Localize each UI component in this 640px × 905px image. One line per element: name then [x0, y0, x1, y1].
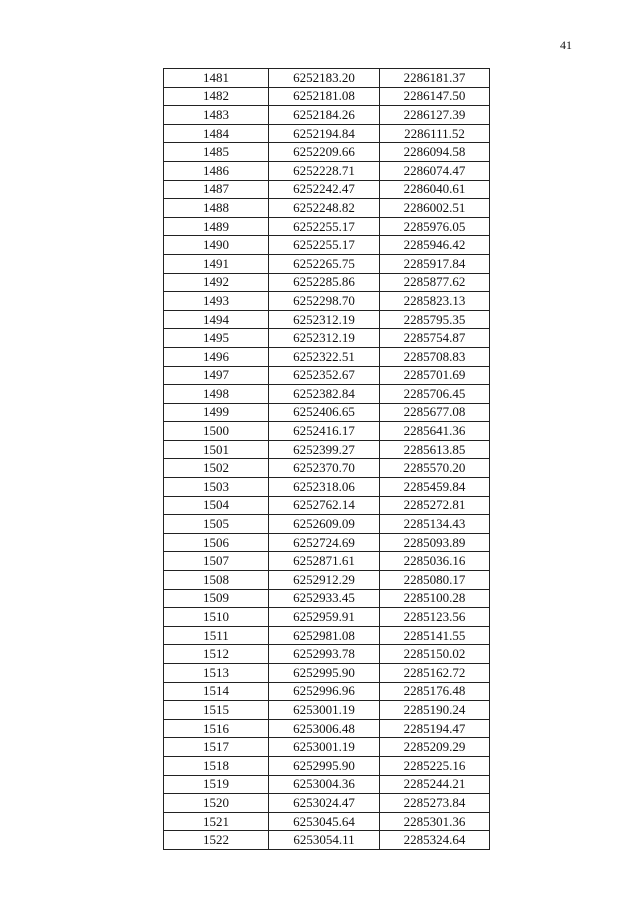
y-coordinate-cell: 2285225.16 [380, 756, 490, 775]
y-coordinate-cell: 2285301.36 [380, 812, 490, 831]
x-coordinate-cell: 6252322.51 [269, 347, 380, 366]
table-row [164, 329, 490, 348]
table-row [164, 106, 490, 125]
point-number-cell: 1481 [164, 69, 269, 88]
point-number-cell: 1488 [164, 199, 269, 218]
y-coordinate-cell: 2286074.47 [380, 161, 490, 180]
y-coordinate-cell: 2286147.50 [380, 87, 490, 106]
table-row [164, 422, 490, 441]
table-row [164, 385, 490, 404]
point-number-cell: 1519 [164, 775, 269, 794]
y-coordinate-cell: 2285946.42 [380, 236, 490, 255]
point-number-cell: 1485 [164, 143, 269, 162]
point-number-cell: 1487 [164, 180, 269, 199]
point-number-cell: 1498 [164, 385, 269, 404]
point-number-cell: 1486 [164, 161, 269, 180]
point-number-cell: 1501 [164, 440, 269, 459]
point-number-cell: 1482 [164, 87, 269, 106]
point-number-cell: 1521 [164, 812, 269, 831]
y-coordinate-cell: 2285708.83 [380, 347, 490, 366]
y-coordinate-cell: 2285677.08 [380, 403, 490, 422]
x-coordinate-cell: 6252255.17 [269, 217, 380, 236]
table-row [164, 143, 490, 162]
y-coordinate-cell: 2285272.81 [380, 496, 490, 515]
point-number-cell: 1483 [164, 106, 269, 125]
point-number-cell: 1502 [164, 459, 269, 478]
x-coordinate-cell: 6252255.17 [269, 236, 380, 255]
y-coordinate-cell: 2285176.48 [380, 682, 490, 701]
table-row [164, 403, 490, 422]
x-coordinate-cell: 6253054.11 [269, 831, 380, 850]
y-coordinate-cell: 2285613.85 [380, 440, 490, 459]
x-coordinate-cell: 6252183.20 [269, 69, 380, 88]
x-coordinate-cell: 6252184.26 [269, 106, 380, 125]
point-number-cell: 1493 [164, 292, 269, 311]
point-number-cell: 1510 [164, 608, 269, 627]
x-coordinate-cell: 6252318.06 [269, 478, 380, 497]
x-coordinate-cell: 6252959.91 [269, 608, 380, 627]
coordinates-table [163, 68, 490, 850]
point-number-cell: 1509 [164, 589, 269, 608]
point-number-cell: 1517 [164, 738, 269, 757]
x-coordinate-cell: 6252352.67 [269, 366, 380, 385]
x-coordinate-cell: 6252242.47 [269, 180, 380, 199]
x-coordinate-cell: 6253045.64 [269, 812, 380, 831]
x-coordinate-cell: 6252312.19 [269, 329, 380, 348]
x-coordinate-cell: 6253001.19 [269, 738, 380, 757]
y-coordinate-cell: 2285141.55 [380, 626, 490, 645]
y-coordinate-cell: 2285706.45 [380, 385, 490, 404]
y-coordinate-cell: 2286181.37 [380, 69, 490, 88]
table-row [164, 589, 490, 608]
point-number-cell: 1496 [164, 347, 269, 366]
point-number-cell: 1491 [164, 254, 269, 273]
table-row [164, 347, 490, 366]
y-coordinate-cell: 2285570.20 [380, 459, 490, 478]
y-coordinate-cell: 2286111.52 [380, 124, 490, 143]
table-row [164, 366, 490, 385]
x-coordinate-cell: 6252416.17 [269, 422, 380, 441]
y-coordinate-cell: 2286127.39 [380, 106, 490, 125]
x-coordinate-cell: 6252406.65 [269, 403, 380, 422]
table-row [164, 180, 490, 199]
page-number: 41 [560, 38, 572, 52]
y-coordinate-cell: 2285244.21 [380, 775, 490, 794]
x-coordinate-cell: 6252995.90 [269, 756, 380, 775]
point-number-cell: 1508 [164, 571, 269, 590]
y-coordinate-cell: 2286040.61 [380, 180, 490, 199]
y-coordinate-cell: 2285795.35 [380, 310, 490, 329]
x-coordinate-cell: 6252995.90 [269, 664, 380, 683]
table-row [164, 478, 490, 497]
x-coordinate-cell: 6252370.70 [269, 459, 380, 478]
x-coordinate-cell: 6253024.47 [269, 794, 380, 813]
x-coordinate-cell: 6252265.75 [269, 254, 380, 273]
table-row [164, 738, 490, 757]
table-row [164, 199, 490, 218]
point-number-cell: 1495 [164, 329, 269, 348]
table-row [164, 292, 490, 311]
y-coordinate-cell: 2285080.17 [380, 571, 490, 590]
table-row [164, 775, 490, 794]
table-row [164, 124, 490, 143]
y-coordinate-cell: 2285917.84 [380, 254, 490, 273]
x-coordinate-cell: 6252285.86 [269, 273, 380, 292]
x-coordinate-cell: 6253004.36 [269, 775, 380, 794]
point-number-cell: 1513 [164, 664, 269, 683]
table-row [164, 459, 490, 478]
point-number-cell: 1492 [164, 273, 269, 292]
x-coordinate-cell: 6253006.48 [269, 719, 380, 738]
y-coordinate-cell: 2285754.87 [380, 329, 490, 348]
x-coordinate-cell: 6253001.19 [269, 701, 380, 720]
y-coordinate-cell: 2286094.58 [380, 143, 490, 162]
table-row [164, 831, 490, 850]
x-coordinate-cell: 6252298.70 [269, 292, 380, 311]
x-coordinate-cell: 6252996.96 [269, 682, 380, 701]
table-row [164, 719, 490, 738]
y-coordinate-cell: 2285100.28 [380, 589, 490, 608]
point-number-cell: 1504 [164, 496, 269, 515]
x-coordinate-cell: 6252382.84 [269, 385, 380, 404]
table-row [164, 794, 490, 813]
x-coordinate-cell: 6252209.66 [269, 143, 380, 162]
point-number-cell: 1512 [164, 645, 269, 664]
coordinates-table-body [164, 69, 490, 850]
y-coordinate-cell: 2285190.24 [380, 701, 490, 720]
table-row [164, 533, 490, 552]
y-coordinate-cell: 2286002.51 [380, 199, 490, 218]
point-number-cell: 1516 [164, 719, 269, 738]
table-row [164, 440, 490, 459]
x-coordinate-cell: 6252181.08 [269, 87, 380, 106]
y-coordinate-cell: 2285701.69 [380, 366, 490, 385]
y-coordinate-cell: 2285273.84 [380, 794, 490, 813]
x-coordinate-cell: 6252933.45 [269, 589, 380, 608]
x-coordinate-cell: 6252248.82 [269, 199, 380, 218]
point-number-cell: 1494 [164, 310, 269, 329]
x-coordinate-cell: 6252912.29 [269, 571, 380, 590]
table-row [164, 496, 490, 515]
table-row [164, 756, 490, 775]
y-coordinate-cell: 2285823.13 [380, 292, 490, 311]
table-row [164, 664, 490, 683]
table-row [164, 310, 490, 329]
table-row [164, 571, 490, 590]
table-row [164, 273, 490, 292]
point-number-cell: 1515 [164, 701, 269, 720]
point-number-cell: 1484 [164, 124, 269, 143]
point-number-cell: 1506 [164, 533, 269, 552]
point-number-cell: 1505 [164, 515, 269, 534]
table-row [164, 515, 490, 534]
point-number-cell: 1490 [164, 236, 269, 255]
y-coordinate-cell: 2285459.84 [380, 478, 490, 497]
point-number-cell: 1497 [164, 366, 269, 385]
point-number-cell: 1520 [164, 794, 269, 813]
y-coordinate-cell: 2285123.56 [380, 608, 490, 627]
table-row [164, 217, 490, 236]
y-coordinate-cell: 2285150.02 [380, 645, 490, 664]
x-coordinate-cell: 6252993.78 [269, 645, 380, 664]
point-number-cell: 1489 [164, 217, 269, 236]
point-number-cell: 1514 [164, 682, 269, 701]
x-coordinate-cell: 6252981.08 [269, 626, 380, 645]
table-row [164, 682, 490, 701]
point-number-cell: 1499 [164, 403, 269, 422]
y-coordinate-cell: 2285093.89 [380, 533, 490, 552]
point-number-cell: 1518 [164, 756, 269, 775]
x-coordinate-cell: 6252194.84 [269, 124, 380, 143]
y-coordinate-cell: 2285209.29 [380, 738, 490, 757]
table-row [164, 608, 490, 627]
point-number-cell: 1500 [164, 422, 269, 441]
point-number-cell: 1511 [164, 626, 269, 645]
table-row [164, 236, 490, 255]
table-row [164, 812, 490, 831]
table-row [164, 87, 490, 106]
y-coordinate-cell: 2285036.16 [380, 552, 490, 571]
table-row [164, 254, 490, 273]
x-coordinate-cell: 6252228.71 [269, 161, 380, 180]
y-coordinate-cell: 2285877.62 [380, 273, 490, 292]
y-coordinate-cell: 2285194.47 [380, 719, 490, 738]
y-coordinate-cell: 2285134.43 [380, 515, 490, 534]
x-coordinate-cell: 6252609.09 [269, 515, 380, 534]
x-coordinate-cell: 6252871.61 [269, 552, 380, 571]
y-coordinate-cell: 2285324.64 [380, 831, 490, 850]
y-coordinate-cell: 2285162.72 [380, 664, 490, 683]
table-row [164, 161, 490, 180]
table-row [164, 626, 490, 645]
y-coordinate-cell: 2285976.05 [380, 217, 490, 236]
x-coordinate-cell: 6252762.14 [269, 496, 380, 515]
x-coordinate-cell: 6252399.27 [269, 440, 380, 459]
table-row [164, 645, 490, 664]
table-row [164, 552, 490, 571]
point-number-cell: 1522 [164, 831, 269, 850]
table-row [164, 701, 490, 720]
point-number-cell: 1503 [164, 478, 269, 497]
x-coordinate-cell: 6252312.19 [269, 310, 380, 329]
point-number-cell: 1507 [164, 552, 269, 571]
table-row [164, 69, 490, 88]
x-coordinate-cell: 6252724.69 [269, 533, 380, 552]
y-coordinate-cell: 2285641.36 [380, 422, 490, 441]
